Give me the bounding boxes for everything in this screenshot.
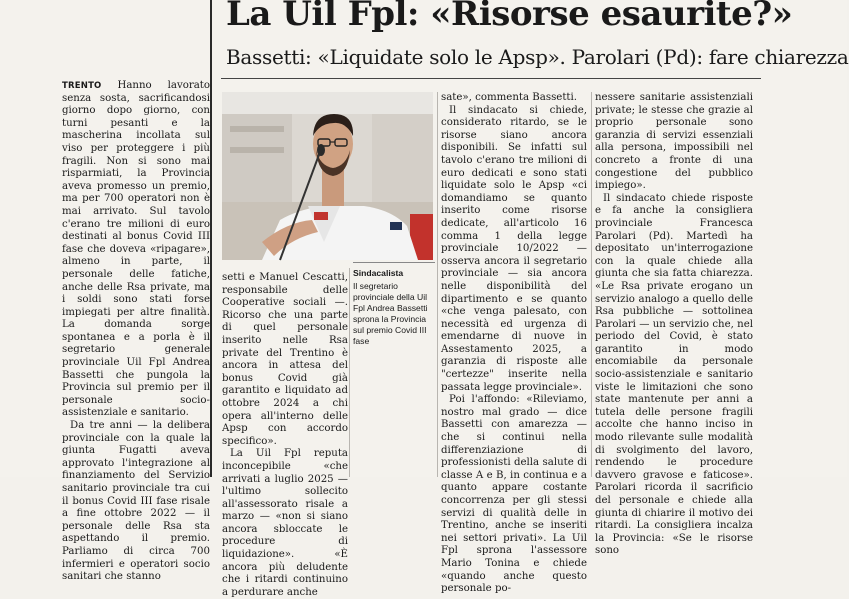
caption-rule	[353, 262, 435, 263]
article-column-1	[62, 80, 210, 583]
paragraph: La Uil Fpl reputa inconcepibile «che arrivati a luglio 2025 —l'ultimo sollecito all'assessorato risale a marzo — «non si siano ancora sbloccate le procedure di liquidazione». «È ancora più deludente che i ritardi continuino a perdurare anche	[222, 448, 348, 598]
dateline: TRENTO	[62, 81, 102, 91]
paragraph: Il sindacato si chiede, considerato ritardo, se le risorse siano ancora disponibili. Se infatti sul tavolo c'erano tre milioni di euro dedicati e sono stati liquidate solo le Apsp «ci domandiamo se quanto inserito come risorse dedicate, all'articolo 16 comma 1 della legge provinciale 10/2022 — osserva ancora il segretario provinciale — sia ancora nelle disponibilità del dipartimento e se quanto «che venga palesato, con necessità ed urgenza di emendarne di nuove in Assestamento 2025, a garanzia di risposte alle "certezze" inserite nella passata legge provinciale».	[441, 104, 587, 393]
paragraph: sate», commenta Bassetti.	[441, 92, 578, 103]
column-rule	[349, 268, 350, 477]
article-column-3	[441, 92, 587, 595]
article-photo	[222, 92, 433, 260]
paragraph-text: Hanno lavorato senza sosta, sacrificandosi giorno dopo giorno, con turni pesanti e la mascherina incollata sul viso per proteggere i più fragili. Non si sono mai risparmiati, la Provincia aveva promesso un premio, ma per 700 operatori non è mai arrivato. Sul tavolo c'erano tre milioni di euro destinati al bonus Covid III fase che doveva «ripagare», almeno in parte, il personale delle fatiche, anche delle Rsa private, ma i soldi sono stati forse impiegati per altre finalità. La domanda sorge spontanea e a porla è il segretario generale provinciale Uil Fpl Andrea Bassetti che pungola la Provincia sul premio per il personale socio-assistenziale e sanitario.	[62, 80, 210, 419]
paragraph	[62, 80, 210, 420]
paragraph: Poi l'affondo: «Rileviamo, nostro mal grado — dice Bassetti con amarezza — che si continui nella differenziazione di professionisti della salute di classe A e B, in continua e a quanto appare costante concorrenza per gli stessi servizi di qualità delle in Trentino, anche se inseriti nei settori privati». La Uil Fpl sprona l'assessore Mario Tonina e chiede «quando anche questo personale po-	[441, 394, 587, 595]
paragraph: setti e Manuel Cescatti, responsabile delle Cooperative sociali —. Ricorso che una parte di quel personale inserito nelle Rsa private del Trentino è ancora in attesa del bonus Covid già garantito e liquidato ad ottobre 2024 a chi opera all'interno delle Apsp con accordo specifico».	[222, 272, 348, 447]
paragraph: Il sindacato chiede risposte e fa anche la consigliera provinciale Francesca Parolari (Pd). Martedì ha depositato un'interrogazione con la quale chiede alla giunta che sia fatta chiarezza. «Le Rsa private erogano un servizio analogo a quello delle Rsa pubbliche — sottolinea Parolari — un servizio che, nel periodo del Covid, è stato garantito in modo encomiabile da personale socio-assistenziale e sanitario viste le limitazioni che sono state mantenute per anni a tutela delle persone fragili accolte che hanno inciso in modo rilevante sulle modalità di svolgimento del lavoro, rendendo le procedure davvero gravose e faticose». Parolari ricorda il sacrificio del personale e chiede alla giunta di chiarire il motivo dei ritardi. La consigliera incalza la Provincia: «Se le risorse sono	[595, 192, 753, 557]
article-column-4	[595, 92, 753, 557]
column-rule	[591, 92, 592, 477]
paragraph: Da tre anni — la delibera provinciale con la quale la giunta Fugatti aveva approvato l'integrazione al finanziamento del Servizio sanitario provinciale tra cui il bonus Covid III fase risale a fine ottobre 2022 — il personale delle Rsa sta aspettando il premio. Parliamo di circa 700 infermieri e operatori socio sanitari che stanno	[62, 420, 210, 583]
headline: La Uil Fpl: «Risorse esaurite?»	[226, 0, 793, 34]
column-rule	[437, 92, 438, 477]
subheadline: Bassetti: «Liquidate solo le Apsp». Parolari (Pd): fare chiarezza	[226, 45, 849, 69]
paragraph: nessere sanitarie assistenziali private; le stesse che grazie al proprio personale sono garanzia di servizi essenziali alla persona, impossibili nel concreto a fronte di una congestione del pubblico impiego».	[595, 92, 753, 192]
photo-caption	[353, 268, 436, 347]
photo-image	[222, 92, 433, 260]
headline-rule	[221, 78, 761, 79]
caption-title: Sindacalista	[353, 268, 404, 278]
caption-text: Il segretario provinciale della Uil Fpl Andrea Bassetti sprona la Provincia sul premio Covid III fase	[353, 281, 428, 346]
left-column-rule	[210, 0, 212, 477]
article-column-2	[222, 272, 348, 598]
